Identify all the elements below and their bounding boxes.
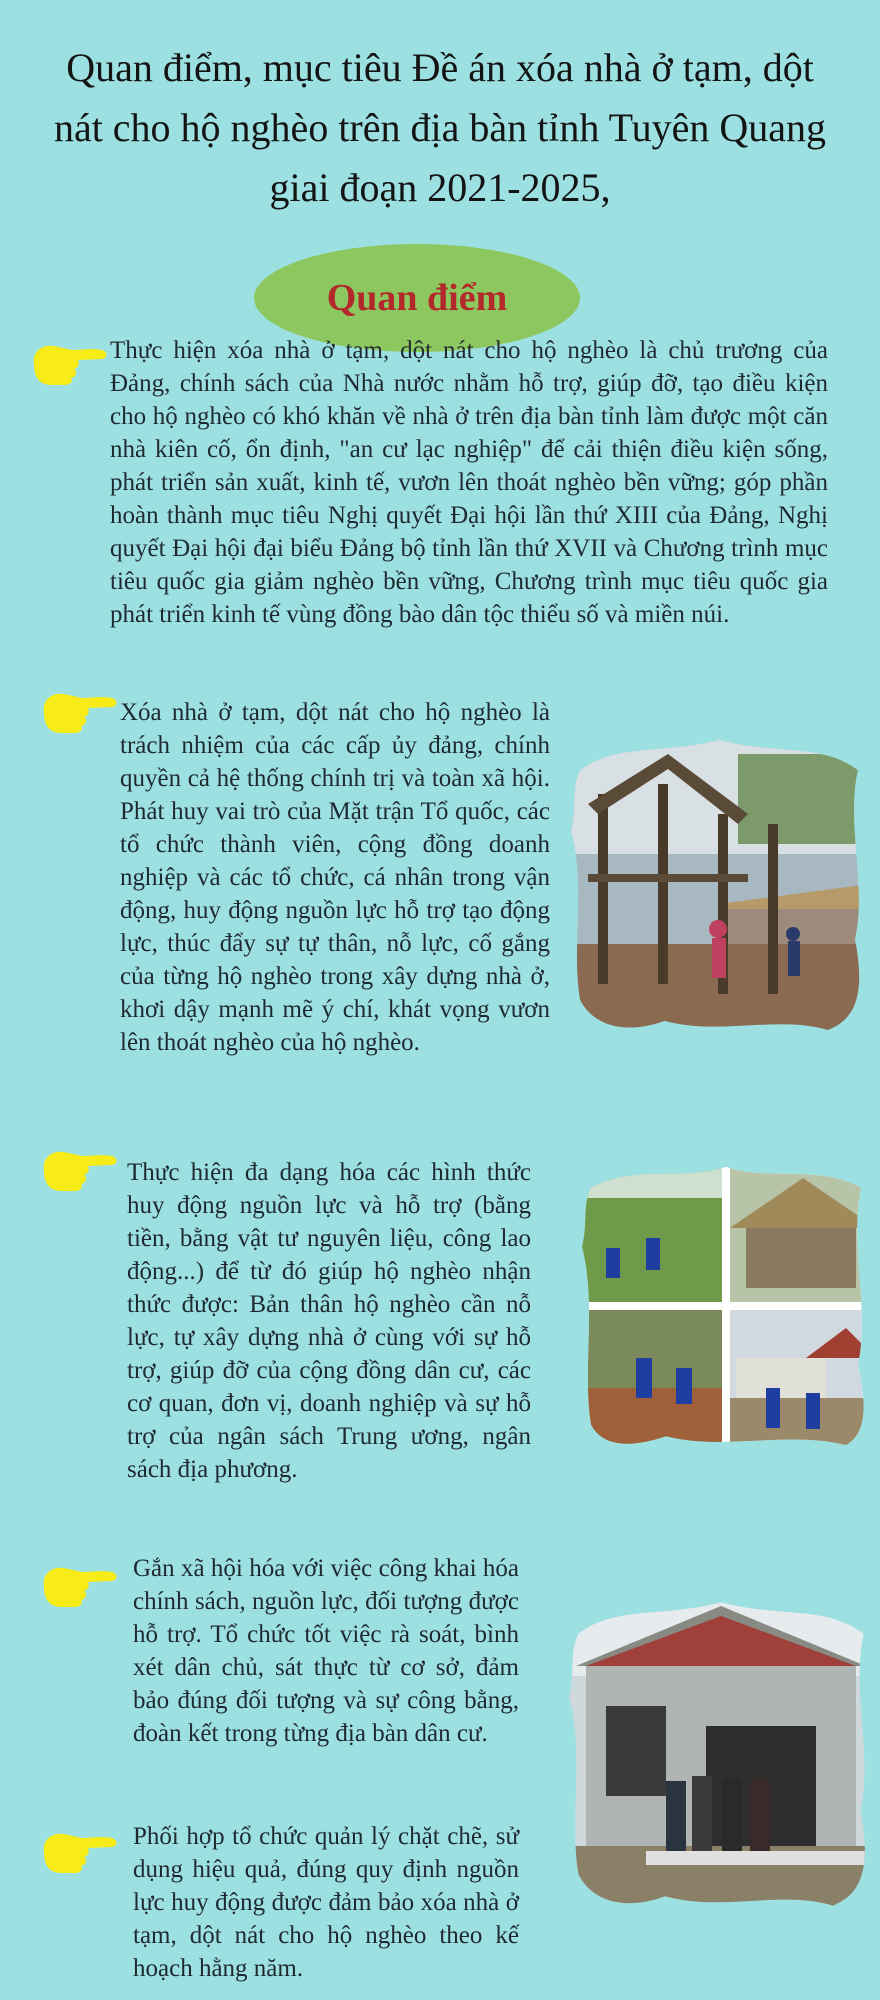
pointing-hand-icon bbox=[38, 1140, 118, 1196]
pointing-hand-icon bbox=[38, 1556, 118, 1612]
paragraph-1: Thực hiện xóa nhà ở tạm, dột nát cho hộ nghèo là chủ trương của Đảng, chính sách của Nhà nước nhằm hỗ trợ, giúp đỡ, tạo điều kiện cho hộ nghèo có khó khăn về nhà ở trên địa bàn tỉnh làm được một căn nhà kiên cố, ổn định, "an cư lạc nghiệp" để cải thiện điều kiện sống, phát triển sản xuất, kinh tế, vươn lên thoát nghèo bền vững; góp phần hoàn thành mục tiêu Nghị quyết Đại hội lần thứ XIII của Đảng, Nghị quyết Đại hội đại biểu Đảng bộ tỉnh lần thứ XVII và Chương trình mục tiêu quốc gia giảm nghèo bền vững, Chương trình mục tiêu quốc gia phát triển kinh tế vùng đồng bào dân tộc thiểu số và miền núi. bbox=[110, 337, 828, 628]
paragraph-5: Phối hợp tổ chức quản lý chặt chẽ, sử dụng hiệu quả, đúng quy định nguồn lực huy động được đảm bảo xóa nhà ở tạm, dột nát cho hộ nghèo theo kế hoạch hằng năm. bbox=[133, 1823, 519, 1982]
section-heading: Quan điểm bbox=[326, 277, 508, 319]
house-construction-photo bbox=[568, 734, 870, 1036]
new-house-handover-photo bbox=[566, 1596, 876, 1912]
paragraph-2: Xóa nhà ở tạm, dột nát cho hộ nghèo là trách nhiệm của các cấp ủy đảng, chính quyền cả hệ thống chính trị và toàn xã hội. Phát huy vai trò của Mặt trận Tổ quốc, các tổ chức thành viên, cộng đồng doanh nghiệp và các tổ chức, cá nhân trong vận động, huy động nguồn lực hỗ trợ tạo động lực, thúc đẩy sự tự thân, nỗ lực, cố gắng của từng hộ nghèo trong xây dựng nhà ở, khơi dậy mạnh mẽ ý chí, khát vọng vươn lên thoát nghèo của hộ nghèo. bbox=[120, 699, 550, 1056]
page-title bbox=[0, 38, 880, 218]
paragraph-4: Gắn xã hội hóa với việc công khai hóa chính sách, nguồn lực, đối tượng được hỗ trợ. Tổ chức tốt việc rà soát, bình xét dân chủ, sát thực từ cơ sở, đảm bảo đúng đối tượng và sự công bằng, đoàn kết trong từng địa bàn dân cư. bbox=[133, 1555, 519, 1747]
pointing-hand-icon bbox=[38, 682, 118, 738]
title-line-2: nát cho hộ nghèo trên địa bàn tỉnh Tuyên Quang bbox=[53, 105, 827, 150]
title-line-1: Quan điểm, mục tiêu Đề án xóa nhà ở tạm, dột bbox=[66, 45, 814, 90]
title-line-3: giai đoạn 2021-2025, bbox=[269, 165, 611, 210]
pointing-hand-icon bbox=[28, 334, 108, 390]
volunteer-photo-collage bbox=[576, 1158, 876, 1454]
pointing-hand-icon bbox=[38, 1822, 118, 1878]
paragraph-3: Thực hiện đa dạng hóa các hình thức huy động nguồn lực và hỗ trợ (bằng tiền, bằng vật tư nguyên liệu, công lao động...) để từ đó giúp hộ nghèo nhận thức được: Bản thân hộ nghèo cần nỗ lực, tự xây dựng nhà ở cùng với sự hỗ trợ, giúp đỡ của cộng đồng dân cư, các cơ quan, đơn vị, doanh nghiệp và sự hỗ trợ của ngân sách Trung ương, ngân sách địa phương. bbox=[127, 1159, 531, 1483]
